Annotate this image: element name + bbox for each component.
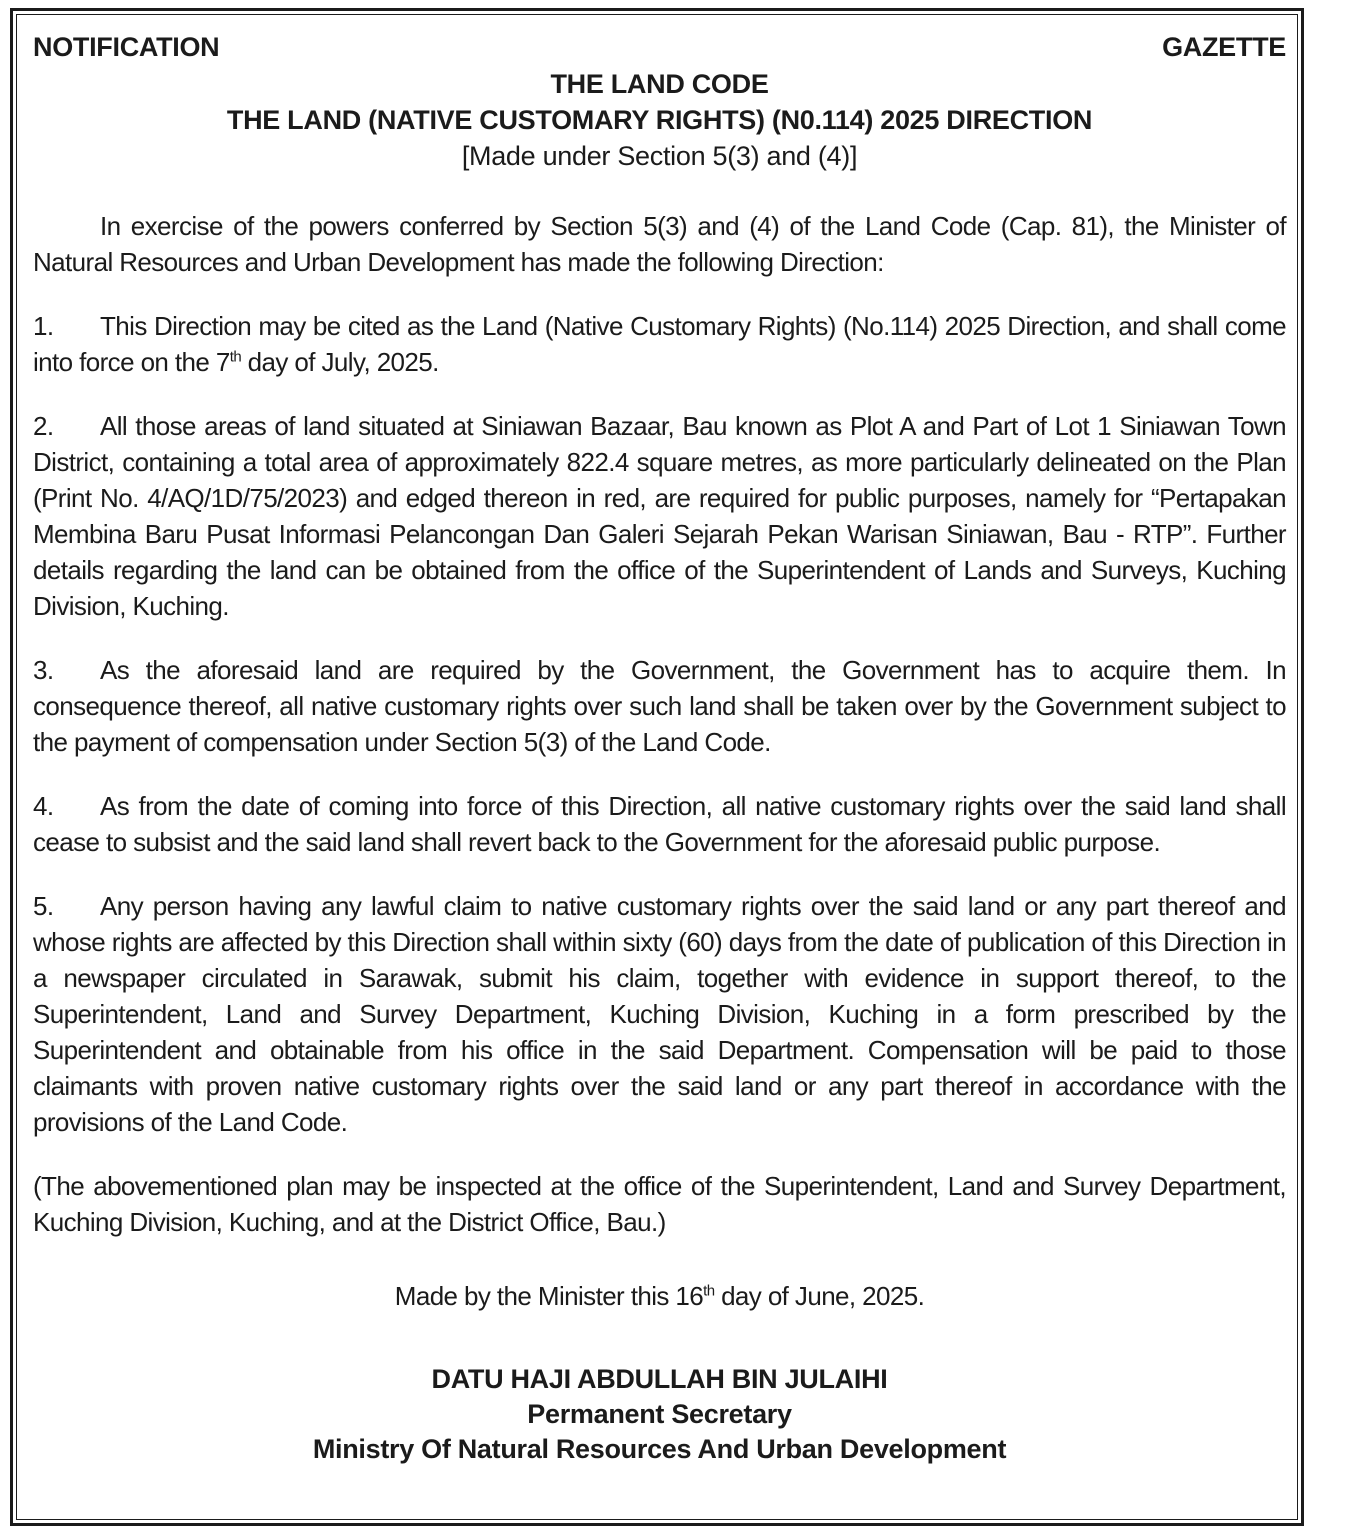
paragraph-number: 4. bbox=[33, 791, 54, 821]
signatory-position: Permanent Secretary bbox=[527, 1399, 792, 1429]
paragraph-5 bbox=[33, 888, 1286, 1140]
paragraph-2 bbox=[33, 408, 1286, 624]
ordinal-suffix: th bbox=[703, 1282, 715, 1300]
direction-title: THE LAND (NATIVE CUSTOMARY RIGHTS) (N0.114) 2025 DIRECTION bbox=[226, 105, 1093, 135]
made-by-line bbox=[33, 1278, 1286, 1314]
ordinal-suffix: th bbox=[229, 348, 242, 366]
document-subtitle: [Made under Section 5(3) and (4)] bbox=[461, 141, 858, 171]
paragraph-text: Any person having any lawful claim to native customary rights over the said land or any part thereof and whose rights are affected by this Direction shall within sixty (60) days from the date of publication of this Direction in a newspaper circulated in Sarawak, submit his claim, together with evidence in support thereof, to the Superintendent, Land and Survey Department, Kuching Division, Kuching in a form prescribed by the Superintendent and obtainable from his office in the said Department. Compensation will be paid to those claimants with proven native customary rights over the said land or any part thereof in accordance with the provisions of the Land Code. bbox=[33, 891, 1286, 1137]
paragraph-text-end: day of July, 2025. bbox=[241, 347, 439, 377]
notice-content bbox=[33, 28, 1286, 1467]
paragraph-number: 1. bbox=[33, 311, 54, 341]
plan-inspection-note: (The abovementioned plan may be inspected at the office of the Superintendent, Land and Survey Department, Kuching Division, Kuching, and at the District Office, Bau.) bbox=[33, 1171, 1286, 1237]
signature-block bbox=[33, 1362, 1286, 1467]
header-row bbox=[33, 28, 1286, 66]
document-title: THE LAND CODE bbox=[550, 69, 769, 99]
made-by-text-end: day of June, 2025. bbox=[714, 1281, 925, 1311]
paragraph-text: As from the date of coming into force of this Direction, all native customary rights over the said land shall cease to subsist and the said land shall revert back to the Government for the aforesaid public purpose. bbox=[33, 791, 1286, 857]
made-by-text: Made by the Minister this 16 bbox=[394, 1281, 704, 1311]
paragraph-1 bbox=[33, 308, 1286, 380]
paragraph-number: 5. bbox=[33, 891, 54, 921]
signatory-name: DATU HAJI ABDULLAH BIN JULAIHI bbox=[431, 1364, 888, 1394]
notification-label: NOTIFICATION bbox=[33, 32, 220, 62]
intro-paragraph: In exercise of the powers conferred by Section 5(3) and (4) of the Land Code (Cap. 81), the Minister of Natural Resources and Urban Development has made the following Direction: bbox=[33, 211, 1286, 277]
paragraph-text: All those areas of land situated at Siniawan Bazaar, Bau known as Plot A and Part of Lot 1 Siniawan Town District, containing a total area of approximately 822.4 square metres, as more particularly delineated on the Plan (Print No. 4/AQ/1D/75/2023) and edged thereon in red, are required for public purposes, namely for “Pertapakan Membina Baru Pusat Informasi Pelancongan Dan Galeri Sejarah Pekan Warisan Siniawan, Bau - RTP”. Further details regarding the land can be obtained from the office of the Superintendent of Lands and Surveys, Kuching Division, Kuching. bbox=[33, 411, 1286, 621]
signatory-ministry: Ministry Of Natural Resources And Urban Development bbox=[312, 1434, 1007, 1464]
paragraph-text: This Direction may be cited as the Land (Native Customary Rights) (No.114) 2025 Direction, and shall come into force on the 7 bbox=[33, 311, 1286, 377]
paragraph-number: 3. bbox=[33, 655, 54, 685]
paragraph-number: 2. bbox=[33, 411, 54, 441]
paragraph-text: As the aforesaid land are required by the Government, the Government has to acquire them. In consequence thereof, all native customary rights over such land shall be taken over by the Government subject to the payment of compensation under Section 5(3) of the Land Code. bbox=[33, 655, 1286, 757]
paragraph-4 bbox=[33, 788, 1286, 860]
gazette-label: GAZETTE bbox=[1162, 32, 1286, 62]
paragraph-3 bbox=[33, 652, 1286, 760]
